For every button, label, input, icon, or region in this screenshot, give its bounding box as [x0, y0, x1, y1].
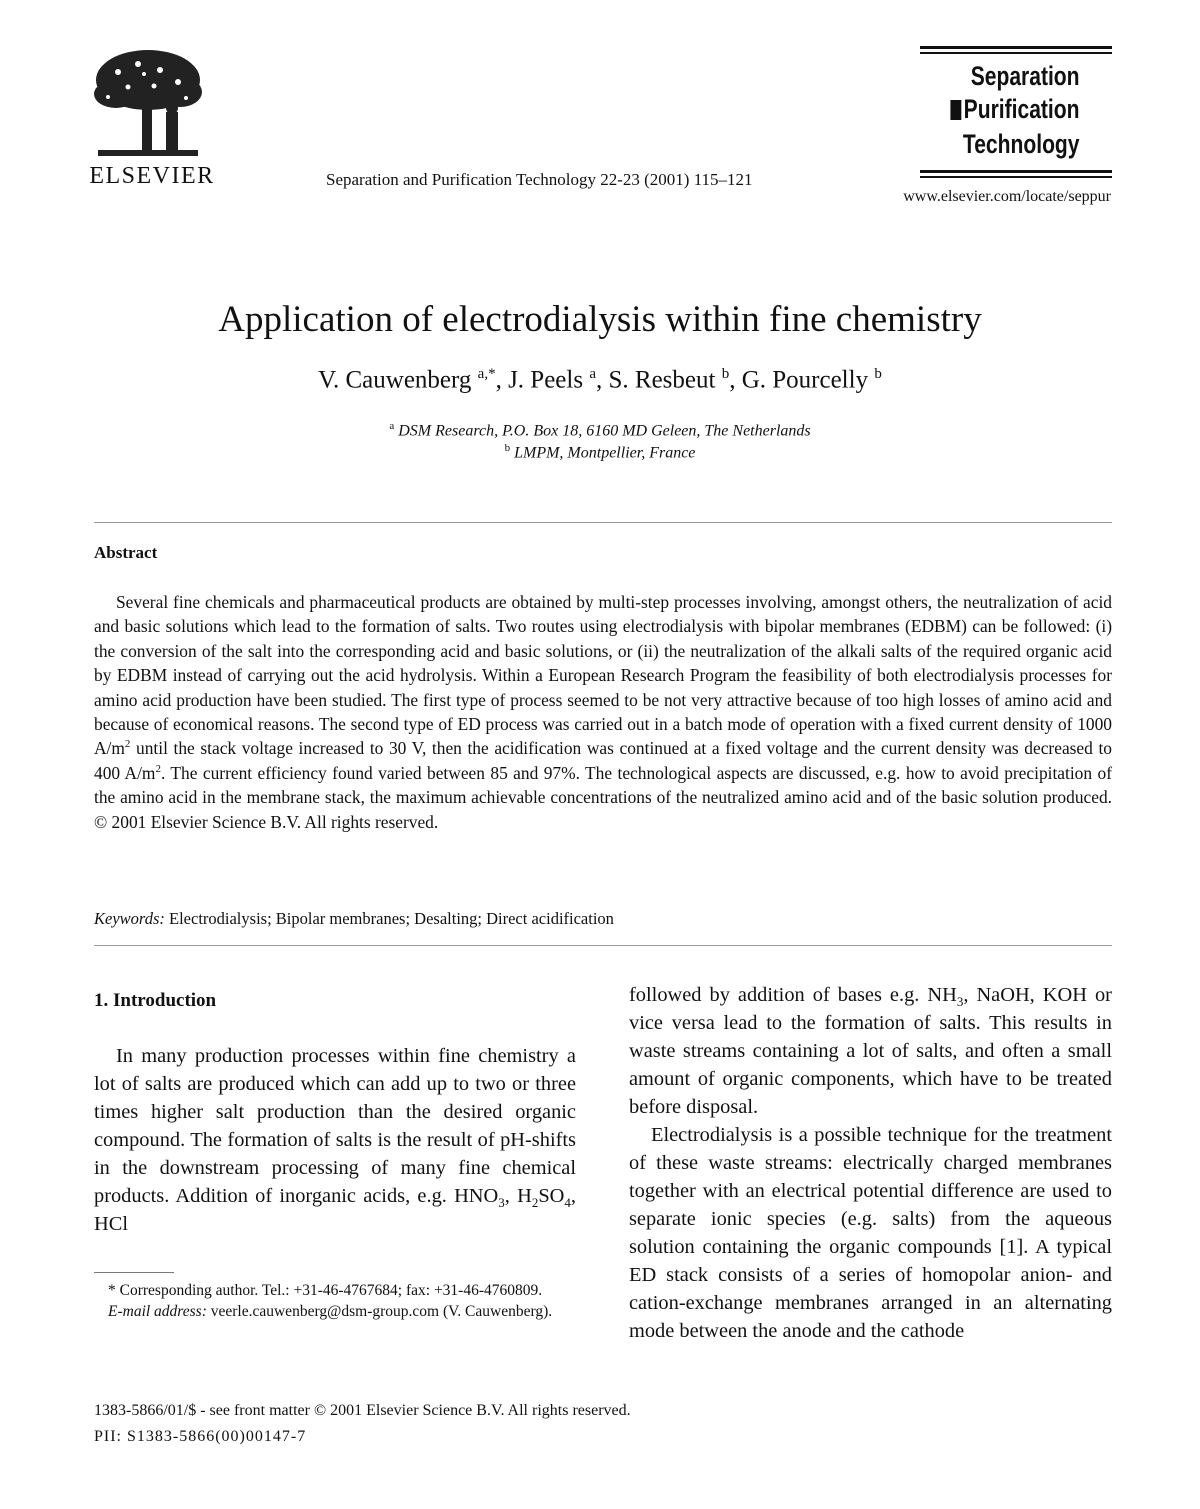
- journal-citation: Separation and Purification Technology 22-23 (2001) 115–121: [326, 170, 753, 189]
- pii-line: PII: S1383-5866(00)00147-7: [94, 1428, 307, 1445]
- journal-logo-rule: [920, 46, 1112, 49]
- email-line: [94, 1301, 576, 1322]
- author-name: S. Resbeut: [608, 366, 716, 394]
- corresponding-author: * Corresponding author. Tel.: +31-46-4767684; fax: +31-46-4760809.: [108, 1282, 543, 1299]
- email-label: E-mail address:: [108, 1303, 207, 1320]
- author-name: J. Peels: [508, 366, 584, 394]
- paragraph-text: In many production processes within fine chemistry a lot of salts are produced which can add up to two or three times higher salt production than the desired organic compound. The formation of salts is the result of pH-shifts in the downstream processing of many fine chemical products. Addition of inorganic acids, e.g. HNO: [94, 1045, 576, 1207]
- keywords: [94, 909, 614, 929]
- author-name: V. Cauwenberg: [318, 366, 472, 394]
- author-affil-mark: b: [874, 366, 882, 382]
- journal-logo-line1: Separation: [971, 61, 1080, 91]
- author-name: G. Pourcelly: [741, 366, 869, 394]
- journal-logo-line2-text: Purification: [964, 94, 1080, 124]
- affil-text: DSM Research, P.O. Box 18, 6160 MD Geleen, The Netherlands: [398, 422, 811, 440]
- affil-mark: a: [389, 420, 395, 432]
- article-title: Application of electrodialysis within fine chemistry: [218, 299, 982, 340]
- superscript: 2: [124, 738, 131, 751]
- paragraph: [629, 981, 1112, 1121]
- subscript: 4: [564, 1195, 571, 1211]
- publisher-logo-text: ELSEVIER: [89, 163, 215, 189]
- section-heading: 1. Introduction: [94, 990, 217, 1011]
- paragraph: Electrodialysis is a possible technique for the treatment of these waste streams: electrically charged membranes together with an electrical potential difference are used to separate ionic species (e.g. salts) from the aqueous solution containing the organic compounds [1]. A typical ED stack consists of a series of homopolar anion- and cation-exchange membranes arranged in an alternating mode between the anode and the cathode: [629, 1124, 1112, 1342]
- affiliation: [0, 420, 1200, 440]
- copyright-line: 1383-5866/01/$ - see front matter © 2001 Elsevier Science B.V. All rights reserved.: [94, 1402, 631, 1419]
- author-affil-mark: a,*: [477, 366, 496, 382]
- affil-mark: b: [504, 442, 511, 454]
- journal-logo-line2: [951, 93, 1080, 125]
- keywords-label: Keywords:: [94, 909, 165, 928]
- author-list: V. Cauwenberg $^{a,*}$, J. Peels $^a$, S. Resbeut $^b$, G. Pourcelly $^b$: [318, 366, 882, 394]
- abstract-heading: Abstract: [94, 543, 158, 562]
- divider: [94, 522, 1112, 523]
- superscript: 2: [155, 763, 161, 776]
- elsevier-tree-logo: [88, 42, 206, 162]
- paragraph-text: , H: [504, 1185, 532, 1207]
- author-affil-mark: a: [589, 366, 596, 382]
- and-mark-icon: [951, 100, 962, 120]
- journal-url[interactable]: www.elsevier.com/locate/seppur: [903, 188, 1111, 205]
- abstract-text: [94, 590, 1112, 834]
- journal-logo-rule: [920, 176, 1112, 178]
- abstract-part: . The current efficiency found varied between 85 and 97%. The technological aspects are discussed, e.g. how to avoid precipitation of the amino acid in the membrane stack, the maximum achievable concentrations of the neutralized amino acid and of the basic solution produced. © 2001 Elsevier Science B.V. All rights reserved.: [94, 762, 1112, 832]
- subscript: 3: [956, 994, 964, 1010]
- keywords-list: Electrodialysis; Bipolar membranes; Desalting; Direct acidification: [169, 909, 614, 928]
- footnote-rule: [94, 1272, 174, 1273]
- author-affil-mark: b: [721, 366, 730, 382]
- paragraph-text: , HCl: [94, 1185, 576, 1235]
- abstract-part: until the stack voltage increased to 30 V, then the acidification was continued at a fixed voltage and the current density was decreased to 400 A/m: [94, 738, 1112, 783]
- abstract-part: Several fine chemicals and pharmaceutical products are obtained by multi-step processes involving, amongst others, the neutralization of acid and basic solutions which lead to the formation of salts. Two routes using electrodialysis with bipolar membranes (EDBM) can be followed: (i) the conversion of the salt into the corresponding acid and basic solutions, or (ii) the neutralization of the alkali salts of the required organic acid by EDBM instead of carrying out the acid hydrolysis. Within a European Research Program the feasibility of both electrodialysis processes for amino acid production have been studied. The first type of process seemed to be not very attractive because of too high losses of amino acid and because of economical reasons. The second type of ED process was carried out in a batch mode of operation with a fixed current density of 1000 A/m: [94, 592, 1112, 759]
- journal-logo-line3: Technology: [963, 129, 1080, 159]
- paragraph-text: followed by addition of bases e.g. NH: [629, 984, 957, 1006]
- footnote: [94, 1280, 576, 1322]
- paragraph-text: , NaOH, KOH or vice versa lead to the formation of salts. This results in waste streams containing a lot of salts, and often a small amount of organic components, which have to be treated before disposal.: [629, 984, 1112, 1118]
- affiliation: [0, 442, 1200, 462]
- paragraph-text: SO: [538, 1185, 565, 1207]
- subscript: 3: [498, 1195, 505, 1211]
- journal-logo-rule: [920, 170, 1112, 173]
- intro-left-column: [94, 1042, 576, 1238]
- journal-logo-rule: [920, 52, 1112, 54]
- affil-text: LMPM, Montpellier, France: [514, 444, 696, 462]
- divider: [94, 945, 1112, 946]
- subscript: 2: [531, 1195, 539, 1211]
- email-address[interactable]: veerle.cauwenberg@dsm-group.com (V. Cauwenberg).: [210, 1303, 553, 1320]
- intro-right-column: [629, 981, 1112, 1345]
